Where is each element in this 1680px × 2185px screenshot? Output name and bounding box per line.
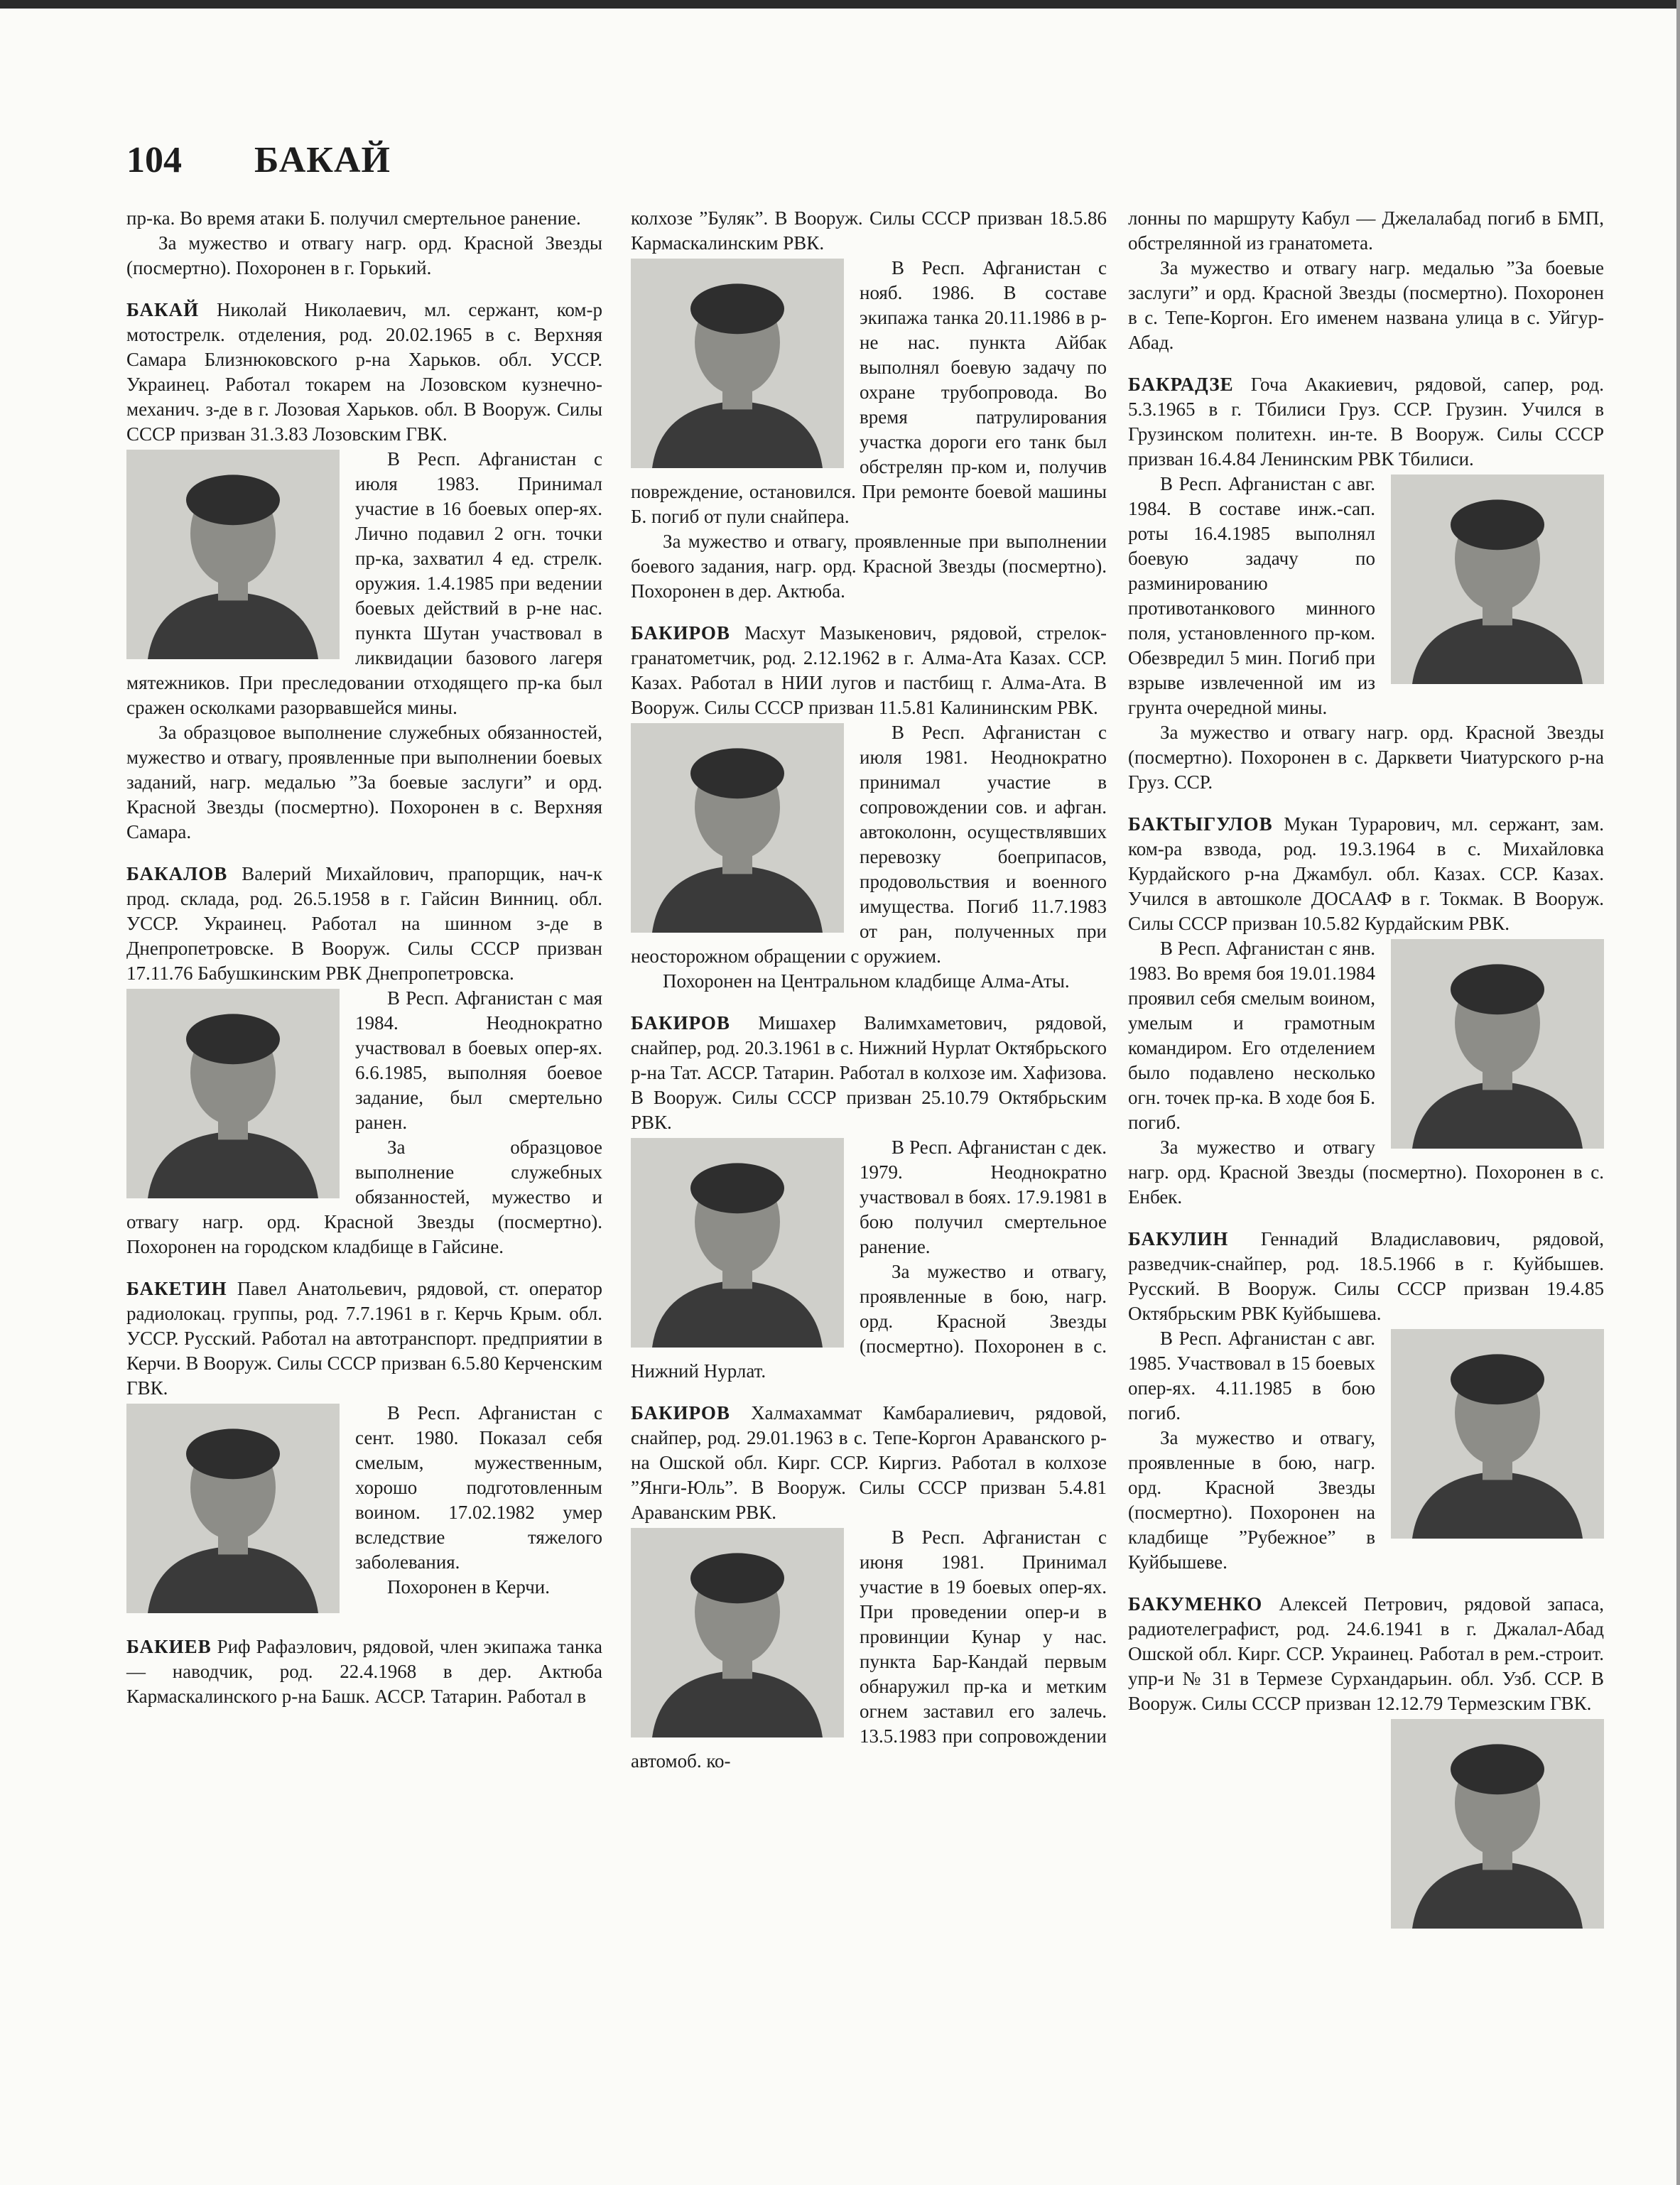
entry-lead (631, 1011, 1107, 1135)
portrait-photo (631, 259, 844, 468)
portrait-photo (631, 723, 844, 933)
entry (631, 621, 1107, 994)
entry-paragraph: За мужество и отвагу, проявленные при выполнении боевого задания, нагр. орд. Красной Звезды (посмертно). Похоронен в дер. Актюба. (631, 531, 1107, 602)
running-title: БАКАЙ (254, 140, 391, 180)
entry-lead (1128, 812, 1604, 936)
entry (1128, 372, 1604, 795)
entry-paragraph: В Респ. Афганистан с дек. 1979. Неоднократно участвовал в боях. 17.9.1981 в бою получил смертельное ранение. (860, 1137, 1107, 1257)
entry-surname: БАКИРОВ (631, 622, 730, 644)
portrait-photo (126, 1404, 340, 1613)
portrait-photo (126, 989, 340, 1198)
entry-lead-text: Мукан Турарович, мл. сержант, зам. ком-ра взвода, род. 19.3.1964 в с. Михайловка Курдайского р-на Джамбул. обл. Казах. ССР. Казах. Учился в автошколе ДОСААФ в г. Токмак. В Вооруж. Силы СССР призван 10.5.82 Курдайским РВК. (1128, 813, 1604, 934)
entry (126, 1634, 602, 1709)
entry-surname: БАКУЛИН (1128, 1228, 1229, 1249)
portrait-photo (631, 1138, 844, 1348)
entry (126, 206, 602, 281)
portrait-photo (631, 1528, 844, 1737)
entry-lead-text: Валерий Михайлович, прапорщик, нач-к прод. склада, род. 26.5.1958 в г. Гайсин Винниц. обл. УССР. Украинец. Работал на шинном з-де в Днепропетровске. В Вооруж. Силы СССР призван 17.11.76 Бабушкинским РВК Днепропетровска. (126, 863, 602, 984)
entry-lead-text: Алексей Петрович, рядовой запаса, радиотелеграфист, род. 24.6.1941 в г. Джалал-Абад Ошской обл. Кирг. ССР. Украинец. Работал в рем.-строит. упр-и № 31 в Термезе Сурхандарьин. обл. Узб. ССР. В Вооруж. Силы СССР призван 12.12.79 Термезским ГВК. (1128, 1593, 1604, 1714)
entry-paragraph: За мужество и отвагу нагр. медалью ”За боевые заслуги” и орд. Красной Звезды (посмертно). Похоронен в с. Тепе-Коргон. Его именем названа улица в с. Уйгур-Абад. (1128, 257, 1604, 353)
entry-lead (126, 1634, 602, 1709)
entry (126, 298, 602, 845)
entry-lead (126, 298, 602, 447)
entry-paragraph: В Респ. Афганистан с июля 1981. Неоднократно принимал участие в сопровождении сов. и афган. автоколонн, осуществлявших перевозку боеприпасов, продовольствия и военного имущества. Погиб 11.7.1983 от ран, полученных при неосторожном обращении с оружием. (631, 722, 1107, 967)
column-1 (126, 206, 602, 1709)
entry-paragraph: В Респ. Афганистан с авг. 1984. В составе инж.-сап. роты 16.4.1985 выполнял боевую задачу по разминированию противотанкового минного поля, установленного пр-ком. Обезвредил 5 мин. Погиб при взрыве извлеченной им из грунта очередной мины. (1128, 473, 1375, 718)
portrait-photo (1391, 1719, 1604, 1929)
top-border (0, 0, 1680, 9)
portrait-photo (126, 450, 340, 659)
entry-paragraph: За мужество и отвагу нагр. орд. Красной Звезды (посмертно). Похоронен в с. Енбек. (1128, 1137, 1604, 1208)
entry-lead-text: Масхут Мазыкенович, рядовой, стрелок-гранатометчик, род. 2.12.1962 в г. Алма-Ата Казах. ССР. Казах. Работал в НИИ лугов и пастбищ г. Алма-Ата. В Вооруж. Силы СССР призван 11.5.81 Калининским РВК. (631, 622, 1107, 718)
entry-surname: БАКИРОВ (631, 1402, 730, 1424)
entry-paragraph: В Респ. Афганистан с июня 1981. Принимал участие в 19 боевых опер-ях. При проведении опер-и в провинции Кунар у нас. пункта Бар-Кандай первым обнаружил пр-ка и метким огнем заставил его залечь. 13.5.1983 при сопровождении автомоб. ко- (631, 1527, 1107, 1772)
entry (1128, 812, 1604, 1210)
entry-paragraph: За мужество и отвагу, проявленные в бою, нагр. орд. Красной Звезды (посмертно). Похоронен на кладбище ”Рубежное” в Куйбышеве. (1128, 1427, 1375, 1573)
entry-surname: БАКИЕВ (126, 1636, 212, 1657)
entry (631, 1401, 1107, 1774)
entry-lead-text: Гоча Акакиевич, рядовой, сапер, род. 5.3.1965 в г. Тбилиси Груз. ССР. Грузин. Учился в Грузинском политехн. ин-те. В Вооруж. Силы СССР призван 16.4.84 Ленинским РВК Тбилиси. (1128, 374, 1604, 470)
entry (126, 1276, 602, 1617)
entry-lead (126, 862, 602, 986)
entry-lead-text: Риф Рафаэлович, рядовой, член экипажа танка — наводчик, род. 22.4.1968 в дер. Актюба Кармаскалинского р-на Башк. АССР. Татарин. Работал в (126, 1636, 602, 1707)
entry-lead (1128, 1592, 1604, 1716)
entry-lead-text: колхозе ”Буляк”. В Вооруж. Силы СССР призван 18.5.86 Кармаскалинским РВК. (631, 207, 1107, 254)
entry-lead (631, 206, 1107, 256)
entry-lead (1128, 1227, 1604, 1326)
entry-lead-text: Мишахер Валимхаметович, рядовой, снайпер, род. 20.3.1961 в с. Нижний Нурлат Октябрьского р-на Тат. АССР. Татарин. Работал в колхозе им. Хафизова. В Вооруж. Силы СССР призван 25.10.79 Октябрьским РВК. (631, 1012, 1107, 1133)
portrait-photo (1391, 939, 1604, 1149)
entry-surname: БАКУМЕНКО (1128, 1593, 1263, 1615)
entry-lead-text: Николай Николаевич, мл. сержант, ком-р мотострелк. отделения, род. 20.02.1965 в с. Верхняя Самара Близнюковского р-на Харьков. обл. УССР. Украинец. Работал токарем на Лозовском кузнечно-механич. з-де в г. Лозовая Харьков. обл. В Вооруж. Силы СССР призван 31.3.83 Лозовским ГВК. (126, 299, 602, 445)
entry-paragraph: За образцовое выполнение служебных обязанностей, мужество и отвагу, проявленные при выполнении боевых заданий, нагр. медалью ”За боевые заслуги” и орд. Красной Звезды (посмертно). Похоронен в с. Верхняя Самара. (126, 722, 602, 842)
entry-paragraph: Похоронен на Центральном кладбище Алма-Аты. (663, 970, 1070, 992)
entry-lead (631, 621, 1107, 720)
entry-surname: БАКАЛОВ (126, 863, 228, 884)
entry-lead-text: Халмахаммат Камбаралиевич, рядовой, снайпер, род. 29.01.1963 в с. Тепе-Коргон Араванского р-на Ошской обл. Кирг. ССР. Киргиз. Работал в колхозе ”Янги-Юль”. В Вооруж. Силы СССР призван 5.4.81 Араванским РВК. (631, 1402, 1107, 1523)
column-2 (631, 206, 1107, 1774)
entry-paragraph: В Респ. Афганистан с янв. 1983. Во время боя 19.01.1984 проявил себя смелым воином, умелым и грамотным командиром. Его отделением было подавлено несколько огн. точек пр-ка. В ходе боя Б. погиб. (1128, 938, 1375, 1133)
entry (631, 206, 1107, 604)
entry-paragraph: За образцовое выполнение служебных обязанностей, мужество и отвагу нагр. орд. Красной Звезды (посмертно). Похоронен на городском кладбище в Гайсине. (126, 1137, 602, 1257)
entry-paragraph: В Респ. Афганистан с нояб. 1986. В составе экипажа танка 20.11.1986 в р-не нас. пункта Айбак выполнял боевую задачу по охране трубопровода. Во время патрулирования участка дороги его танк был обстрелян пр-ком и, получив повреждение, остановился. При ремонте боевой машины Б. погиб от пули снайпера. (631, 257, 1107, 527)
entry (126, 862, 602, 1259)
portrait-photo (1391, 475, 1604, 684)
column-3 (1128, 206, 1604, 1933)
entry-paragraph: В Респ. Афганистан с июля 1983. Принимал участие в 16 боевых опер-ях. Лично подавил 2 огн. точки пр-ка, захватил 4 ед. стрелк. оружия. 1.4.1985 при ведении боевых действий в р-не нас. пункта Шутан участвовал в ликвидации базового лагеря мятежников. При преследовании отходящего пр-ка был сражен осколками разорвавшейся мины. (126, 448, 602, 718)
entry (631, 1011, 1107, 1384)
entry-surname: БАКРАДЗЕ (1128, 374, 1234, 395)
entry-lead (1128, 372, 1604, 472)
entry (1128, 1592, 1604, 1933)
entry-paragraph: В Респ. Афганистан с сент. 1980. Показал себя смелым, мужественным, хорошо подготовленным воином. 17.02.1982 умер вследствие тяжелого заболевания. (355, 1402, 602, 1573)
entry-paragraph: В Респ. Афганистан с мая 1984. Неоднократно участвовал в боевых опер-ях. 6.6.1985, выполняя боевое задание, был смертельно ранен. (355, 987, 602, 1133)
page-edge (1676, 0, 1680, 2185)
entry-paragraph: За мужество и отвагу нагр. орд. Красной Звезды (посмертно). Похоронен в г. Горький. (126, 232, 602, 278)
entry-paragraph: В Респ. Афганистан с авг. 1985. Участвовал в 15 боевых опер-ях. 4.11.1985 в бою погиб. (1128, 1328, 1375, 1424)
entry-paragraph: Похоронен в Керчи. (387, 1576, 550, 1598)
entry-lead-text: Геннадий Владиславович, рядовой, разведчик-снайпер, род. 18.5.1966 в г. Куйбышев. Русский. В Вооруж. Силы СССР призван 19.4.85 Октябрьским РВК Куйбышева. (1128, 1228, 1604, 1324)
entry-lead (126, 1276, 602, 1401)
portrait-photo (1391, 1329, 1604, 1539)
entry (1128, 1227, 1604, 1575)
entry-surname: БАКАЙ (126, 299, 200, 320)
entry-lead (631, 1401, 1107, 1525)
entry-surname: БАКЕТИН (126, 1278, 227, 1299)
entry-paragraph: За мужество и отвагу, проявленные в бою, нагр. орд. Красной Звезды (посмертно). Похоронен в с. Нижний Нурлат. (631, 1261, 1107, 1382)
entry-paragraph: лонны по маршруту Кабул — Джелалабад погиб в БМП, обстрелянной из гранатомета. (1128, 207, 1604, 254)
entry-lead-text: Павел Анатольевич, рядовой, ст. оператор радиолокац. группы, род. 7.7.1961 в г. Керчь Крым. обл. УССР. Русский. Работал на автотранспорт. предприятии в Керчи. В Вооруж. Силы СССР призван 6.5.80 Керченским ГВК. (126, 1278, 602, 1399)
entry-surname: БАКТЫГУЛОВ (1128, 813, 1273, 835)
page-number: 104 (126, 140, 182, 180)
entry-paragraph: пр-ка. Во время атаки Б. получил смертельное ранение. (126, 207, 581, 229)
entry-paragraph: За мужество и отвагу нагр. орд. Красной Звезды (посмертно). Похоронен в с. Дарквети Чиатурского р-на Груз. ССР. (1128, 722, 1604, 793)
entry-surname: БАКИРОВ (631, 1012, 730, 1034)
entry (1128, 206, 1604, 355)
